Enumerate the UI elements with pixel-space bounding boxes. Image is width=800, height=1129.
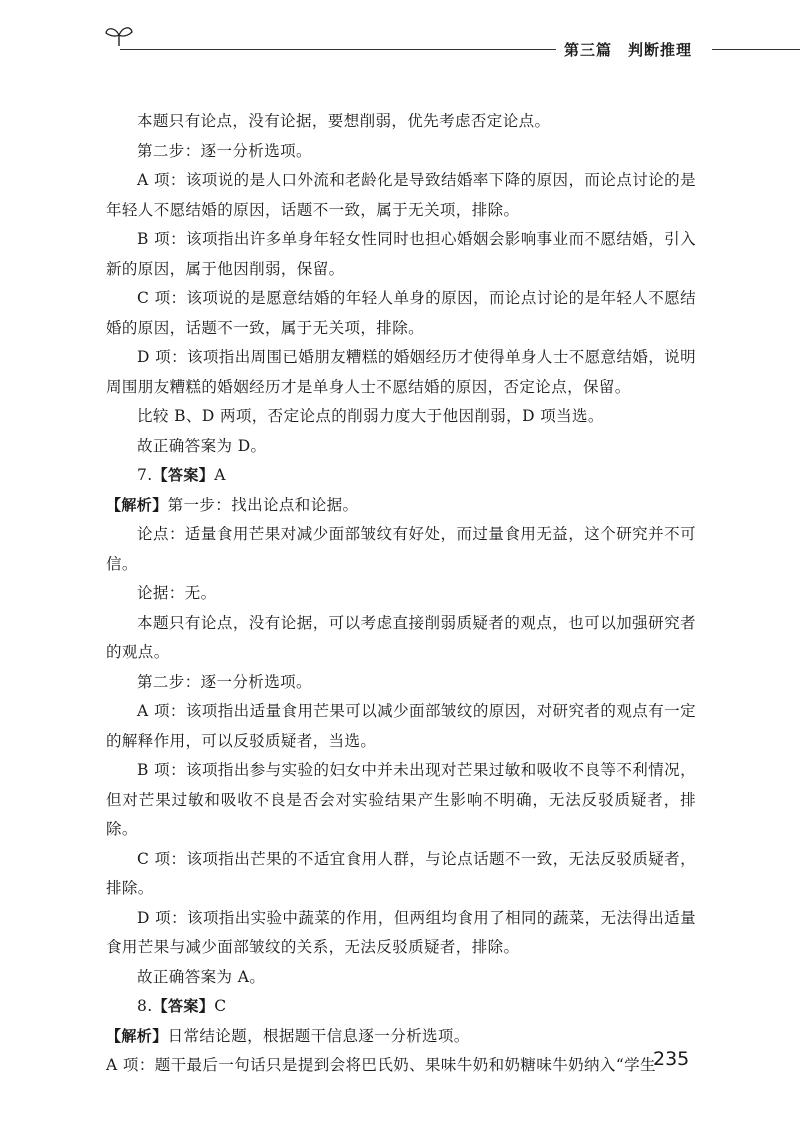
q8-answer: C — [214, 997, 227, 1015]
q7-answer: A — [214, 466, 226, 484]
page-content — [106, 107, 696, 1081]
paragraph: 第二步：逐一分析选项。 — [137, 672, 312, 691]
paragraph: 本题只有论点，没有论据，可以考虑直接削弱质疑者的观点，也可以加强研究者的观点。 — [106, 613, 696, 661]
paragraph: A 项：该项说的是人口外流和老龄化是导致结婚率下降的原因，而论点讨论的是年轻人不愿结婚的原因，话题不一致，属于无关项，排除。 — [106, 171, 696, 219]
paragraph: D 项：该项指出实验中蔬菜的作用，但两组均食用了相同的蔬菜，无法得出适量食用芒果与减少面部皱纹的关系，无法反驳质疑者，排除。 — [106, 908, 696, 956]
page-header — [0, 0, 800, 70]
q7-answer-label: 【答案】 — [152, 466, 215, 484]
q8-analysis-label: 【解析】 — [106, 1026, 168, 1045]
q8-number: 8. — [137, 997, 153, 1015]
q7-analysis-step: 第一步：找出论点和论据。 — [167, 495, 359, 514]
q7-answer-line — [106, 461, 696, 491]
paragraph: 故正确答案为 A。 — [137, 967, 266, 986]
q8-answer-line — [106, 992, 696, 1022]
q7-analysis-label: 【解析】 — [106, 495, 168, 514]
header-rule-left — [120, 49, 556, 50]
q8-analysis-text: 日常结论题，根据题干信息逐一分析选项。 — [167, 1026, 470, 1045]
paragraph: 论据：无。 — [137, 584, 217, 602]
paragraph: 比较 B、D 两项，否定论点的削弱力度大于他因削弱，D 项当选。 — [137, 407, 604, 425]
section-title: 第三篇 判断推理 — [564, 41, 693, 59]
q8-analysis-line — [106, 1022, 696, 1052]
paragraph: C 项：该项指出芒果的不适宜食用人群，与论点话题不一致，无法反驳质疑者，排除。 — [106, 849, 696, 897]
paragraph: D 项：该项指出周围已婚朋友糟糕的婚姻经历才使得单身人士不愿意结婚，说明周围朋友糟糕的婚姻经历才是单身人士不愿结婚的原因，否定论点，保留。 — [106, 348, 696, 396]
q7-number: 7. — [137, 466, 153, 484]
paragraph: 第二步：逐一分析选项。 — [137, 141, 312, 160]
paragraph: 故正确答案为 D。 — [137, 436, 267, 455]
paragraph: B 项：该项指出参与实验的妇女中并未出现对芒果过敏和吸收不良等不利情况，但对芒果过敏和吸收不良是否会对实验结果产生影响不明确，无法反驳质疑者，排除。 — [106, 761, 696, 838]
paragraph: 本题只有论点，没有论据，要想削弱，优先考虑否定论点。 — [137, 112, 551, 130]
q7-analysis-line — [106, 491, 696, 521]
paragraph: C 项：该项说的是愿意结婚的年轻人单身的原因，而论点讨论的是年轻人不愿结婚的原因，话题不一致，属于无关项，排除。 — [106, 289, 696, 337]
paragraph: A 项：该项指出适量食用芒果可以减少面部皱纹的原因，对研究者的观点有一定的解释作用，可以反驳质疑者，当选。 — [106, 702, 696, 750]
paragraph: 论点：适量食用芒果对减少面部皱纹有好处，而过量食用无益，这个研究并不可信。 — [106, 525, 696, 573]
page-number: 235 — [653, 1048, 690, 1070]
paragraph: B 项：该项指出许多单身年轻女性同时也担心婚姻会影响事业而不愿结婚，引入新的原因，属于他因削弱，保留。 — [106, 230, 696, 278]
sprout-icon — [104, 22, 134, 48]
q8-answer-label: 【答案】 — [152, 997, 215, 1015]
paragraph-last-line: A 项：题干最后一句话只是提到会将巴氏奶、果味牛奶和奶糖味牛奶纳入“学生 — [106, 1056, 656, 1074]
header-rule-right — [712, 49, 800, 50]
